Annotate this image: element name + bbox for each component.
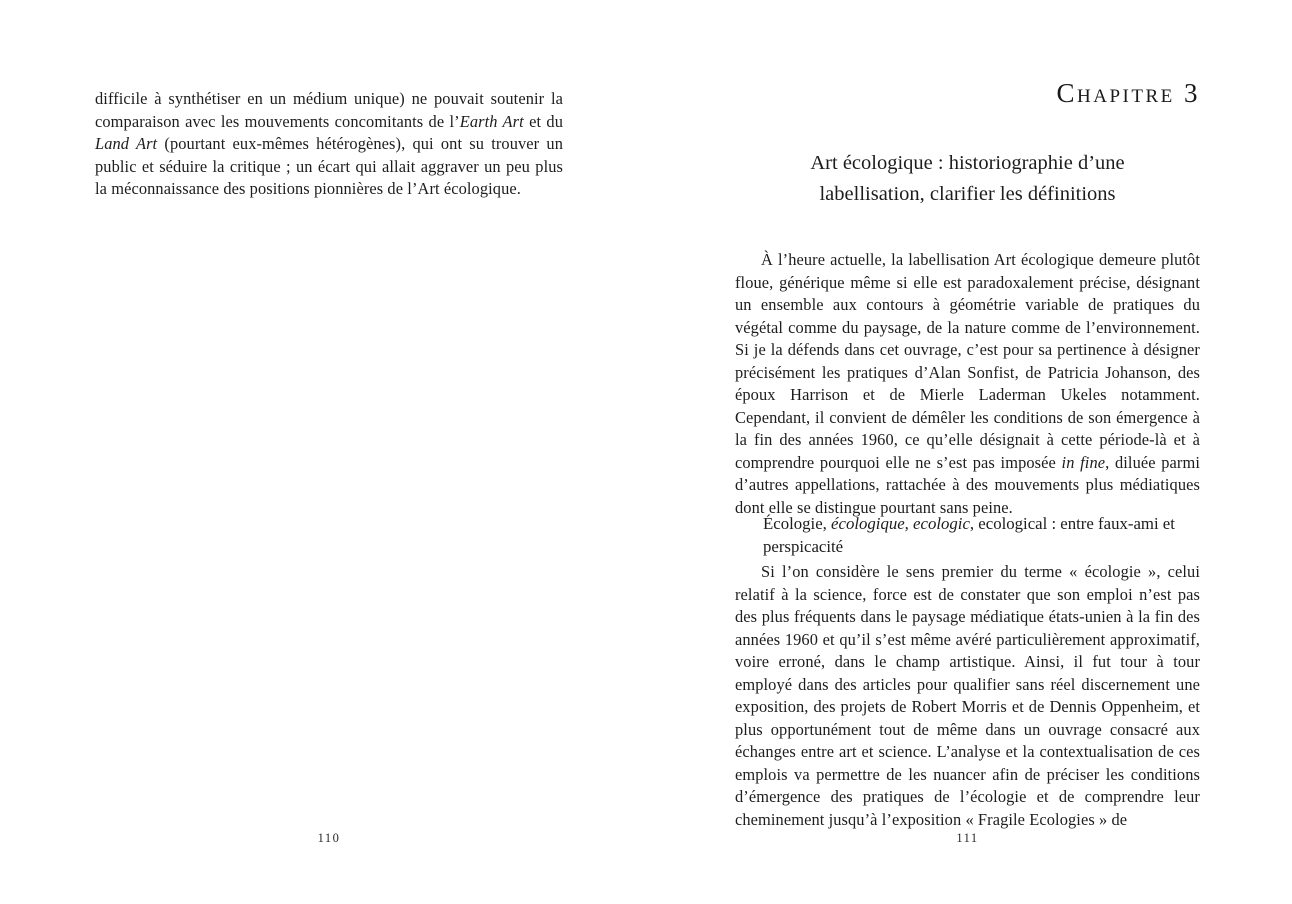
text-segment: Si l’on considère le sens premier du terme « écologie », celui relatif à la science, force est de constater que son emploi n’est pas des plus fréquents dans le paysage médiatique états-unien à la fin des années 1960 et qu’il s’est même avéré particulièrement approximatif, voire erroné, dans le champ artistique. Ainsi, il fut tour à tour employé dans des articles pour qualifier sans réel discernement une exposition, des projets de Robert Morris et de Dennis Oppenheim, et plus opportunément tout de même dans un ouvrage consacré aux échanges entre art et science. L’analyse et la contextualisation de ces emplois va permettre de les nuancer afin de préciser les conditions d’émergence des pratiques de l’écologie et de comprendre leur cheminement jusqu’à l’exposition « Fragile Ecologies » de bbox=[735, 562, 1200, 829]
paragraph-intro bbox=[735, 249, 1200, 519]
paragraph-section-body bbox=[735, 561, 1200, 831]
page-right bbox=[646, 0, 1292, 904]
text-segment: , ecological : entre faux-ami et perspicacité bbox=[763, 514, 1175, 556]
text-segment: et du bbox=[523, 111, 564, 131]
italic-terms-ecologique-ecologic: écologique, ecologic bbox=[831, 514, 970, 533]
text-segment: difficile à synthétiser en un médium unique) ne pouvait soutenir la comparaison avec les mouvements concomitants de l’ bbox=[95, 89, 563, 131]
text-segment: Écologie, bbox=[763, 514, 832, 533]
italic-term-in-fine: in fine bbox=[1061, 452, 1106, 472]
text-segment: (pourtant eux-mêmes hétérogènes), qui ont su trouver un public et séduire la critique ; un écart qui allait aggraver un peu plus la méconnaissance des positions pionnières de l’Art écologique. bbox=[95, 134, 563, 198]
text-segment: À l’heure actuelle, la labellisation Art écologique demeure plutôt floue, générique même si elle est paradoxalement précise, désignant un ensemble aux contours à géométrie variable de pratiques du végétal comme du paysage, de la nature comme de l’environnement. Si je la défends dans cet ouvrage, c’est pour sa pertinence à désigner précisément les pratiques d’Alan Sonfist, de Patricia Johanson, des époux Harrison et de Mierle Laderman Ukeles notamment. Cependant, il convient de démêler les conditions de son émergence à la fin des années 1960, ce qu’elle désignait à cette période-là et à comprendre pourquoi elle ne s’est pas imposée bbox=[735, 250, 1200, 472]
chapter-number-heading: Chapitre 3 bbox=[1056, 78, 1200, 108]
chapter-title-text: Art écologique : historiographie d’une labellisation, clarifier les définitions bbox=[810, 152, 1125, 205]
page-number-left: 110 bbox=[317, 831, 341, 845]
section-heading bbox=[735, 512, 1200, 558]
italic-term-land-art: Land Art bbox=[95, 134, 158, 153]
chapter-title bbox=[735, 148, 1200, 210]
text-segment: , diluée parmi d’autres appellations, rattachée à des mouvements plus médiatiques dont elle se distingue pourtant sans peine. bbox=[735, 452, 1200, 517]
italic-term-earth-art: Earth Art bbox=[459, 111, 524, 131]
page-number-right: 111 bbox=[956, 831, 979, 845]
left-page-paragraph bbox=[95, 88, 563, 201]
